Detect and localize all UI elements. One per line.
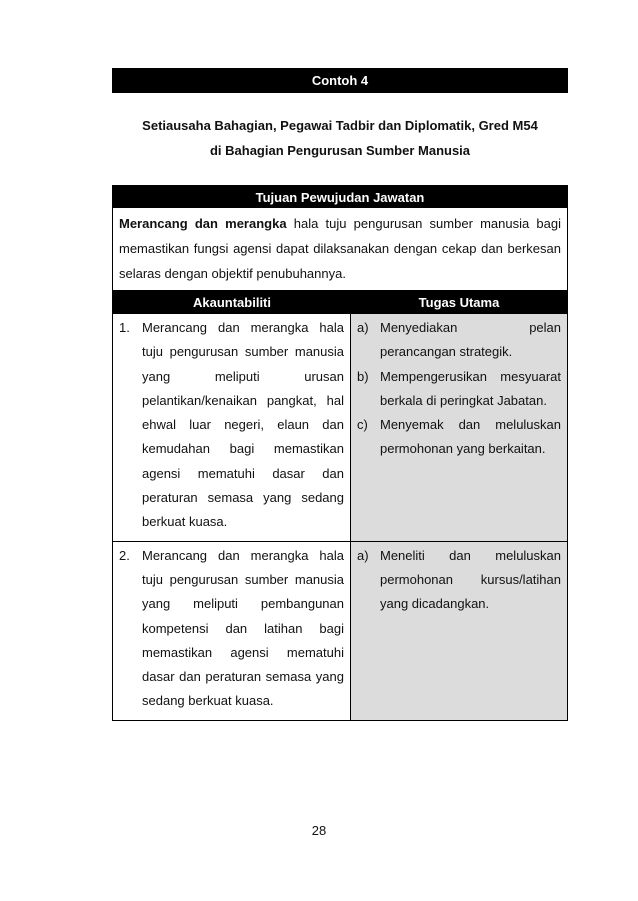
job-table	[112, 185, 568, 721]
purpose-text	[113, 208, 567, 291]
accountability-cell	[113, 314, 351, 541]
table-row	[113, 313, 567, 541]
example-banner: Contoh 4	[112, 68, 568, 93]
division-title: di Bahagian Pengurusan Sumber Manusia	[209, 143, 471, 158]
duty-text: Menyediakan pelan perancangan strategik.	[380, 320, 561, 360]
accountability-item	[119, 544, 344, 714]
duty-item	[357, 413, 561, 462]
accountability-item	[119, 316, 344, 535]
item-number: 1.	[119, 320, 130, 335]
duty-text: Mempengerusikan mesyuarat berkala di peringkat Jabatan.	[380, 368, 561, 408]
purpose-header: Tujuan Pewujudan Jawatan	[113, 186, 567, 208]
duty-label: a)	[357, 547, 369, 563]
duties-cell	[351, 314, 567, 541]
duty-item	[357, 544, 561, 617]
duties-cell	[351, 542, 567, 720]
duty-item	[357, 365, 561, 414]
item-text: Merancang dan merangka hala tuju pengurusan sumber manusia yang meliputi pembangunan kompetensi dan latihan bagi memastikan agensi mematuhi dasar dan peraturan semasa yang sedang berkuat kuasa.	[142, 547, 344, 709]
purpose-bold: Merancang dan merangka	[119, 216, 287, 231]
page-number: 28	[311, 823, 327, 838]
duty-text: Menyemak dan meluluskan permohonan yang berkaitan.	[380, 417, 561, 457]
duty-label: c)	[357, 417, 368, 433]
item-number: 2.	[119, 547, 130, 563]
column-headers	[113, 291, 567, 313]
position-title: Setiausaha Bahagian, Pegawai Tadbir dan Diplomatik, Gred M54	[142, 118, 538, 133]
table-row	[113, 541, 567, 720]
duty-label: a)	[357, 320, 369, 335]
duty-label: b)	[357, 368, 369, 384]
col-main-duties: Tugas Utama	[418, 294, 500, 310]
col-accountability: Akauntabiliti	[192, 294, 271, 310]
purpose-rest: hala tuju pengurusan sumber manusia bagi memastikan fungsi agensi dapat dilaksanakan dengan cekap dan berkesan selaras dengan objektif penubuhannya.	[119, 216, 561, 281]
duty-item	[357, 316, 561, 365]
item-text: Merancang dan merangka hala tuju pengurusan sumber manusia yang meliputi urusan pelantikan/kenaikan pangkat, hal ehwal luar negeri, elaun dan kemudahan bagi memastikan agensi mematuhi dasar dan peraturan semasa yang sedang berkuat kuasa.	[142, 320, 344, 530]
accountability-cell	[113, 542, 351, 720]
duty-text: Meneliti dan meluluskan permohonan kursus/latihan yang dicadangkan.	[380, 547, 561, 612]
